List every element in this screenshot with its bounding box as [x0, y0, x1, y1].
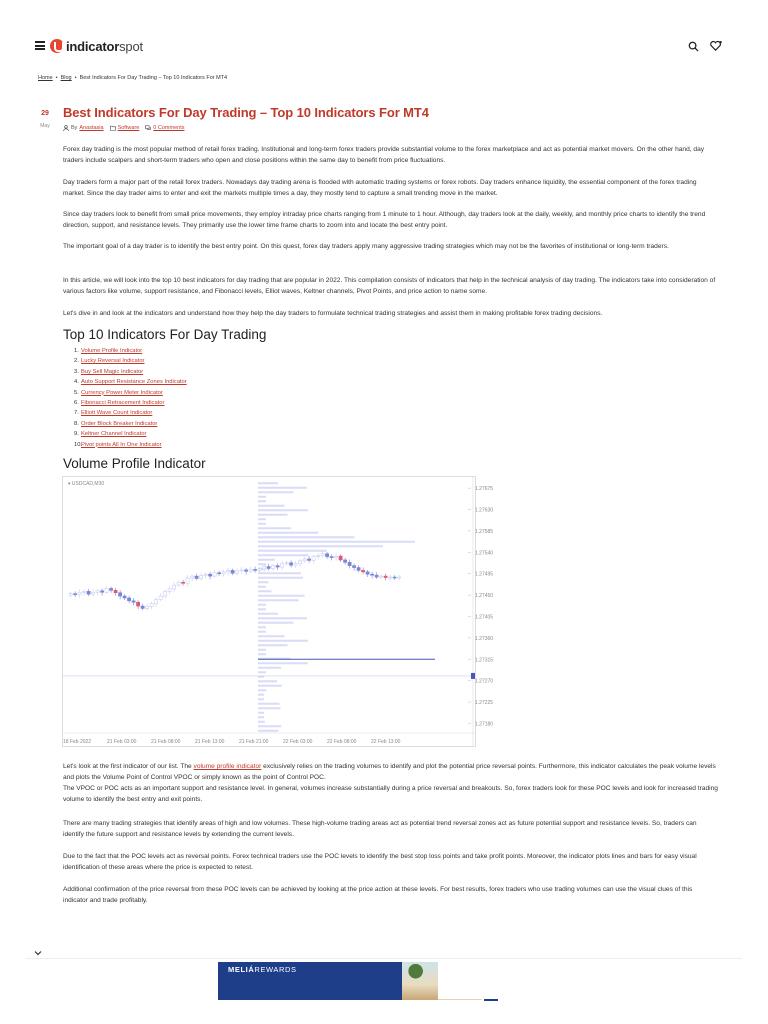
- candle-body: [182, 582, 185, 583]
- volume-bar: [258, 545, 383, 547]
- toc-item: 1. Volume Profile Indicator: [74, 346, 187, 356]
- candle-body: [236, 571, 239, 573]
- volume-bar: [258, 604, 266, 606]
- volume-bar: [258, 703, 279, 705]
- candle-body: [398, 577, 401, 578]
- toc-link-order-block[interactable]: Order Block Breaker Indicator: [81, 420, 158, 427]
- toc-list: [74, 346, 187, 450]
- folder-icon: [110, 125, 116, 131]
- chart-time-tick-label: 22 Feb 03:00: [283, 739, 313, 745]
- category-link[interactable]: Software: [117, 125, 140, 131]
- toc-link-buy-sell-magic[interactable]: Buy Sell Magic Indicator: [81, 368, 144, 375]
- chart-price-tick-label: 1.27270: [475, 678, 494, 685]
- volume-bar: [258, 667, 281, 669]
- toc-link-auto-support-resistance[interactable]: Auto Support Resistance Zones Indicator: [81, 379, 187, 386]
- chart-time-tick-label: 21 Feb 08:00: [151, 739, 181, 745]
- candle-body: [74, 594, 77, 595]
- volume-bar: [258, 487, 307, 489]
- volume-bar: [258, 644, 288, 646]
- current-price-label: 1.27280: [475, 673, 494, 680]
- volume-bar: [258, 491, 293, 493]
- candle-body: [227, 570, 230, 571]
- volume-bar: [258, 509, 308, 511]
- toc-item: 9. Keltner Channel Indicator: [74, 429, 187, 439]
- volume-profile-indicator-link[interactable]: volume profile indicator: [193, 763, 262, 770]
- chart-svg: [63, 477, 494, 746]
- toc-link-lucky-reversal[interactable]: Lucky Reversal Indicator: [81, 358, 145, 365]
- candle-body: [173, 585, 176, 589]
- candle-body: [258, 569, 261, 570]
- volume-bar: [258, 653, 266, 655]
- candle-body: [375, 575, 378, 577]
- advertisement-banner[interactable]: [218, 962, 438, 1000]
- volume-bar: [258, 518, 266, 520]
- volume-bar: [258, 631, 266, 633]
- volume-bar: [258, 550, 327, 552]
- volume-bar: [258, 500, 266, 502]
- toc-item: 7. Elliott Wave Count Indicator: [74, 408, 187, 418]
- section-heading-volume-profile: Volume Profile Indicator: [63, 456, 206, 471]
- candle-body: [146, 607, 149, 609]
- candle-body: [366, 572, 369, 574]
- candle-body: [294, 564, 297, 565]
- candle-body: [87, 591, 90, 594]
- candle-body: [263, 567, 266, 569]
- volume-bar: [258, 496, 266, 498]
- by-label: By: [71, 125, 78, 131]
- candle-body: [272, 566, 275, 569]
- candle-body: [384, 576, 387, 577]
- candle-body: [209, 574, 212, 576]
- breadcrumb-current: Best Indicators For Day Trading – Top 10 Indicators For MT4: [79, 75, 228, 81]
- candle-body: [240, 570, 243, 571]
- section-paragraph-3: Due to the fact that the POC levels act as reversal points. Forex technical traders use the POC levels to identify the best stop loss points and take profit points. Moreover, the indicator plots lines and bars for easy visual identification of these areas where the price is expected to retest.: [63, 853, 697, 871]
- toc-link-currency-power-meter[interactable]: Currency Power Meter Indicator: [81, 389, 163, 396]
- volume-bar: [258, 608, 266, 610]
- candle-body: [348, 562, 351, 565]
- toc-item: 2. Lucky Reversal Indicator: [74, 356, 187, 366]
- section-paragraph-4: Additional confirmation of the price reversal from these POC levels can be achieved by looking at the price action at these levels. For best results, forex traders who use trading volumes can use the visual clues of this indicator and trade profitably.: [63, 886, 693, 904]
- chart-price-tick-label: 1.27495: [475, 571, 494, 578]
- candle-body: [177, 582, 180, 585]
- author-link[interactable]: Anastasia: [79, 125, 104, 131]
- candle-body: [123, 596, 126, 598]
- volume-bar: [258, 527, 291, 529]
- volume-bar: [258, 721, 265, 723]
- chart-time-tick-label: 21 Feb 13:00: [195, 739, 225, 745]
- toc-item: 8. Order Block Breaker Indicator: [74, 419, 187, 429]
- candle-body: [389, 577, 392, 578]
- candle-body: [105, 588, 108, 592]
- chart-price-tick-label: 1.27315: [475, 657, 494, 664]
- candle-body: [128, 598, 131, 601]
- volume-bar: [258, 541, 415, 543]
- toc-link-elliott-wave[interactable]: Elliott Wave Count Indicator: [81, 410, 153, 417]
- chart-time-tick-label: 21 Feb 21:00: [239, 739, 269, 745]
- breadcrumb-home[interactable]: Home: [38, 75, 53, 81]
- candle-body: [285, 563, 288, 564]
- candle-body: [353, 566, 356, 568]
- candle-body: [267, 567, 270, 569]
- volume-bar: [258, 595, 305, 597]
- candle-body: [290, 563, 293, 565]
- post-date-day: 29: [41, 110, 49, 117]
- volume-bar: [258, 617, 307, 619]
- post-title: Best Indicators For Day Trading – Top 10 Indicators For MT4: [63, 105, 429, 120]
- candle-body: [168, 589, 171, 591]
- volume-bar: [258, 590, 272, 592]
- volume-bar: [258, 640, 308, 642]
- user-icon: [63, 125, 69, 131]
- volume-profile-chart: [62, 476, 494, 747]
- heart-icon[interactable]: [710, 40, 723, 52]
- volume-bar: [258, 532, 318, 534]
- post-meta: [63, 125, 190, 131]
- volume-bar: [258, 716, 264, 718]
- volume-bar: [258, 635, 284, 637]
- candle-body: [204, 574, 207, 575]
- candle-body: [321, 554, 324, 556]
- volume-bar: [258, 707, 280, 709]
- candle-body: [137, 602, 140, 606]
- volume-bar: [258, 599, 299, 601]
- toc-heading: Top 10 Indicators For Day Trading: [63, 327, 267, 342]
- intro-paragraph-3: Since day traders look to benefit from small price movements, they employ intraday price charts ranging from 1 minute to 1 hour. Although, day traders look at the daily, weekly, and monthly price charts to identify the trend direction, support, and resistance levels. They primarily use the lower time frame charts to zoom into and locate the best entry point.: [63, 211, 706, 229]
- volume-bar: [258, 577, 303, 579]
- chart-symbol-label: ▾ USDCAD,M30: [68, 481, 105, 487]
- candle-body: [119, 593, 122, 596]
- candle-body: [254, 569, 257, 570]
- comments-link[interactable]: 0 Comments: [153, 125, 185, 131]
- candle-body: [362, 570, 365, 571]
- volume-bar: [258, 586, 266, 588]
- section-paragraph-2: There are many trading strategies that identify areas of high and low volumes. These high-volume trading areas act as potential trend reversal zones act as future potential support and resistance levels. So, traders can identify the future support and resistance levels by extending the current levels.: [63, 820, 697, 838]
- logo-text: indicatorspot: [66, 38, 143, 54]
- chart-price-tick-label: 1.27675: [475, 486, 494, 493]
- candle-body: [339, 556, 342, 560]
- volume-bar: [258, 505, 284, 507]
- footer-divider: [26, 958, 742, 959]
- chart-price-tick-label: 1.27540: [475, 550, 494, 557]
- candle-body: [141, 606, 144, 608]
- search-icon[interactable]: [688, 41, 699, 52]
- chart-price-tick-label: 1.27360: [475, 635, 494, 642]
- candle-body: [393, 577, 396, 578]
- toc-link-fibonacci[interactable]: Fibonacci Retracement Indicator: [81, 400, 165, 407]
- volume-bar: [258, 622, 293, 624]
- candle-body: [222, 572, 225, 574]
- chart-time-tick-label: 18 Feb 2022: [63, 739, 92, 745]
- candle-body: [326, 554, 329, 557]
- candle-body: [69, 594, 72, 595]
- comments-icon: [145, 125, 151, 131]
- volume-bar: [258, 559, 275, 561]
- chart-price-tick-label: 1.27630: [475, 507, 494, 514]
- volume-bar: [258, 572, 301, 574]
- volume-bar: [258, 730, 278, 732]
- candle-body: [249, 569, 252, 571]
- candle-body: [335, 556, 338, 557]
- volume-bar: [258, 725, 281, 727]
- candle-body: [245, 570, 248, 571]
- hamburger-icon[interactable]: [35, 41, 45, 50]
- volume-bar: [258, 482, 278, 484]
- section-paragraph-1b: The VPOC or POC acts as an important support and resistance level. In general, volumes increase substantially during a price reversal and breakouts. So, forex traders look for these POC levels and look for increased trading volume to identify the best entry and exit points.: [63, 785, 718, 803]
- volume-bar: [258, 563, 266, 565]
- candle-body: [276, 566, 279, 567]
- toc-item: 6. Fibonacci Retracement Indicator: [74, 398, 187, 408]
- candle-body: [132, 601, 135, 602]
- chart-price-tick-label: 1.27180: [475, 721, 494, 728]
- intro-paragraph-2: Day traders form a major part of the retail forex traders. Nowadays day trading arena is flooded with automatic trading systems or forex robots. Day traders enhance liquidity, the essential component of the forex trading market. Since the day trader aims to enter and exit the markets multiple times a day, they mostly tend to capture a small trending move in the market.: [63, 179, 697, 197]
- toc-item: 10. Pivot points All In One Indicator: [74, 440, 187, 450]
- candle-body: [83, 591, 86, 592]
- volume-bar: [258, 712, 264, 714]
- chart-time-tick-label: 21 Feb 03:00: [107, 739, 137, 745]
- post-date: [38, 110, 52, 129]
- candle-body: [96, 591, 99, 592]
- candle-body: [218, 573, 221, 574]
- candle-body: [110, 588, 113, 590]
- volume-bar: [258, 514, 288, 516]
- candle-body: [281, 564, 284, 567]
- toc-item: 3. Buy Sell Magic Indicator: [74, 367, 187, 377]
- candle-body: [308, 559, 311, 560]
- volume-bar: [258, 671, 266, 673]
- candle-body: [186, 578, 189, 583]
- volume-bar: [258, 536, 354, 538]
- intro-paragraph-6: Let's dive in and look at the indicators and understand how they help the day traders to formulate technical trading strategies and assist them in making profitable forex trading decisions.: [63, 310, 603, 317]
- candle-body: [380, 576, 383, 577]
- chart-price-tick-label: 1.27405: [475, 614, 494, 621]
- candle-body: [101, 591, 104, 592]
- section-paragraph-1: Let's look at the first indicator of our list. The volume profile indicator exclusively relies on the trading volumes to identify and plot the potential price reversal points. Furthermore, this indicator calculates the peak volume levels and plots the Volume Point of Control VPOC or simply known as the point of Control POC. The VPOC or POC acts as an important support and resistance level. In general, volumes increase substantially during a price reversal and breakouts. So, forex traders look for these POC levels and look for increased trading volume to identify the best entry and exit points.: [63, 763, 718, 803]
- volume-bar: [258, 698, 264, 700]
- logo-mark-icon: [50, 39, 64, 53]
- ad-strip: [438, 998, 498, 1001]
- post-date-month: May: [40, 123, 50, 129]
- intro-paragraph-1: Forex day trading is the most popular method of retail forex trading. Institutional and long-term forex traders provide substantial volume to the forex marketplace and act as potential market movers. On the other hand, day traders include scalpers and short-term traders who open and close positions within the same day to benefit from price fluctuations.: [63, 146, 705, 164]
- volume-bar: [258, 694, 264, 696]
- site-header: [0, 0, 768, 78]
- breadcrumb-blog[interactable]: Blog: [60, 75, 72, 81]
- volume-bar: [258, 685, 282, 687]
- site-logo[interactable]: [50, 38, 143, 54]
- intro-paragraph-5: In this article, we will look into the top 10 best indicators for day trading that are popular in 2022. This compilation consists of indicators that help in the technical analysis of day trading. The indicators take into consideration of various factors like volume, support resistance, and Fibonacci levels, Elliot waves, Keltner channels, Pivot Points, and price action to name some.: [63, 277, 716, 295]
- candle-body: [213, 573, 216, 576]
- chart-price-tick-label: 1.27225: [475, 700, 494, 707]
- toc-item: 4. Auto Support Resistance Zones Indicator: [74, 377, 187, 387]
- candle-body: [150, 604, 153, 607]
- candle-body: [317, 556, 320, 557]
- candle-body: [92, 592, 95, 594]
- volume-bar: [258, 613, 278, 615]
- volume-bar: [258, 649, 266, 651]
- intro-paragraph-4: The important goal of a day trader is to identify the best entry point. On this quest, forex day traders apply many aggressive trading strategies which may not be the favorites of institutional or long-term traders.: [63, 243, 669, 250]
- volume-bar: [258, 581, 268, 583]
- candle-body: [114, 590, 117, 592]
- chart-time-tick-label: 22 Feb 08:00: [327, 739, 357, 745]
- volume-bar: [258, 662, 308, 664]
- candle-body: [357, 568, 360, 571]
- candle-body: [303, 559, 306, 561]
- candle-body: [155, 599, 158, 603]
- candle-body: [344, 560, 347, 562]
- toc-link-pivot-points[interactable]: Pivot points All In One Indicator: [81, 441, 162, 448]
- candle-body: [330, 557, 333, 558]
- candle-body: [231, 570, 234, 573]
- chevron-down-icon[interactable]: [34, 950, 42, 956]
- candle-body: [195, 576, 198, 578]
- candle-body: [312, 557, 315, 561]
- ad-brand: MELIÁREWARDS: [228, 965, 297, 974]
- chart-price-tick-label: 1.27450: [475, 593, 494, 600]
- candle-body: [299, 561, 302, 564]
- toc-link-keltner[interactable]: Keltner Channel Indicator: [81, 431, 147, 438]
- chart-price-tick-label: 1.27585: [475, 528, 494, 535]
- toc-item: 5. Currency Power Meter Indicator: [74, 388, 187, 398]
- candle-body: [191, 576, 194, 578]
- toc-link-volume-profile[interactable]: Volume Profile Indicator: [81, 348, 143, 354]
- chart-time-tick-label: 22 Feb 13:00: [371, 739, 401, 745]
- volume-bar: [258, 523, 266, 525]
- candle-body: [159, 596, 162, 599]
- candle-body: [371, 574, 374, 575]
- ad-photo: [402, 962, 438, 1000]
- candle-body: [164, 591, 167, 596]
- breadcrumb: Home • Blog • Best Indicators For Day Trading – Top 10 Indicators For MT4: [38, 75, 228, 81]
- volume-bar: [258, 626, 266, 628]
- candle-body: [78, 592, 81, 594]
- volume-bar: [258, 680, 277, 682]
- volume-bar: [258, 689, 266, 691]
- candle-body: [200, 576, 203, 579]
- volume-bar: [258, 554, 308, 556]
